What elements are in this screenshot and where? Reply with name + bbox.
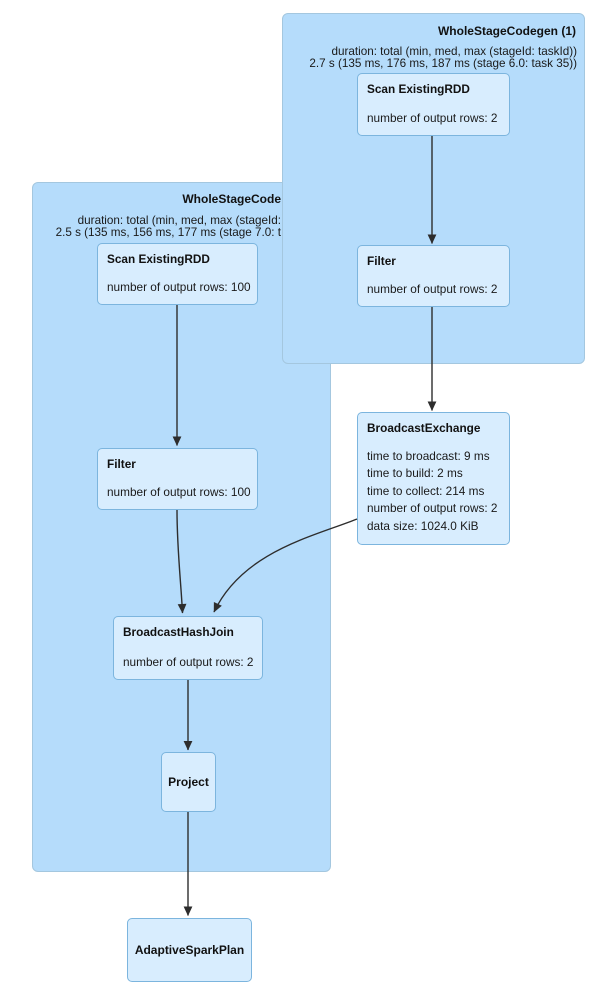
cluster-duration-line1: duration: total (min, med, max (stageId: (77, 214, 281, 227)
node-metric: number of output rows: 100 (107, 485, 251, 499)
plan-node-scan-existingrdd-right (357, 73, 510, 136)
plan-node-project (161, 752, 216, 812)
cluster-whole-stage-codegen-1 (282, 13, 585, 364)
node-metric: number of output rows: 2 (123, 655, 254, 669)
cluster-duration (56, 215, 281, 240)
node-metric: number of output rows: 2 (367, 111, 498, 125)
node-title: AdaptiveSparkPlan (134, 943, 245, 957)
node-metric: number of output rows: 2 (367, 282, 498, 296)
cluster-title: WholeStageCode (182, 192, 281, 206)
node-title: Scan ExistingRDD (107, 252, 210, 266)
cluster-duration-line1: duration: total (min, med, max (stageId: taskId)) (331, 45, 577, 58)
plan-node-broadcast-exchange (357, 412, 510, 545)
node-title: BroadcastExchange (367, 421, 481, 435)
node-metric: number of output rows: 100 (107, 280, 251, 294)
node-metric: data size: 1024.0 KiB (367, 518, 479, 533)
cluster-title: WholeStageCodegen (1) (437, 24, 576, 38)
node-title: Project (168, 775, 209, 789)
node-metric: time to broadcast: 9 ms (367, 448, 490, 463)
node-metric: time to collect: 214 ms (367, 483, 485, 498)
node-title: Filter (367, 254, 396, 268)
plan-node-scan-existingrdd-left (97, 243, 258, 305)
node-title: BroadcastHashJoin (123, 625, 234, 639)
plan-node-broadcast-hash-join (113, 616, 263, 680)
plan-node-filter-left (97, 448, 258, 510)
node-metric-list (367, 448, 498, 535)
node-metric: time to build: 2 ms (367, 466, 463, 481)
plan-node-filter-right (357, 245, 510, 307)
cluster-duration-line2: 2.5 s (135 ms, 156 ms, 177 ms (stage 7.0: t (55, 226, 281, 240)
cluster-duration-line2: 2.7 s (135 ms, 176 ms, 187 ms (stage 6.0: task 35)) (309, 57, 577, 71)
node-title: Scan ExistingRDD (367, 82, 470, 96)
plan-node-adaptive-spark-plan (127, 918, 252, 982)
node-title: Filter (107, 457, 136, 471)
cluster-duration (309, 46, 577, 71)
node-metric: number of output rows: 2 (367, 501, 498, 516)
